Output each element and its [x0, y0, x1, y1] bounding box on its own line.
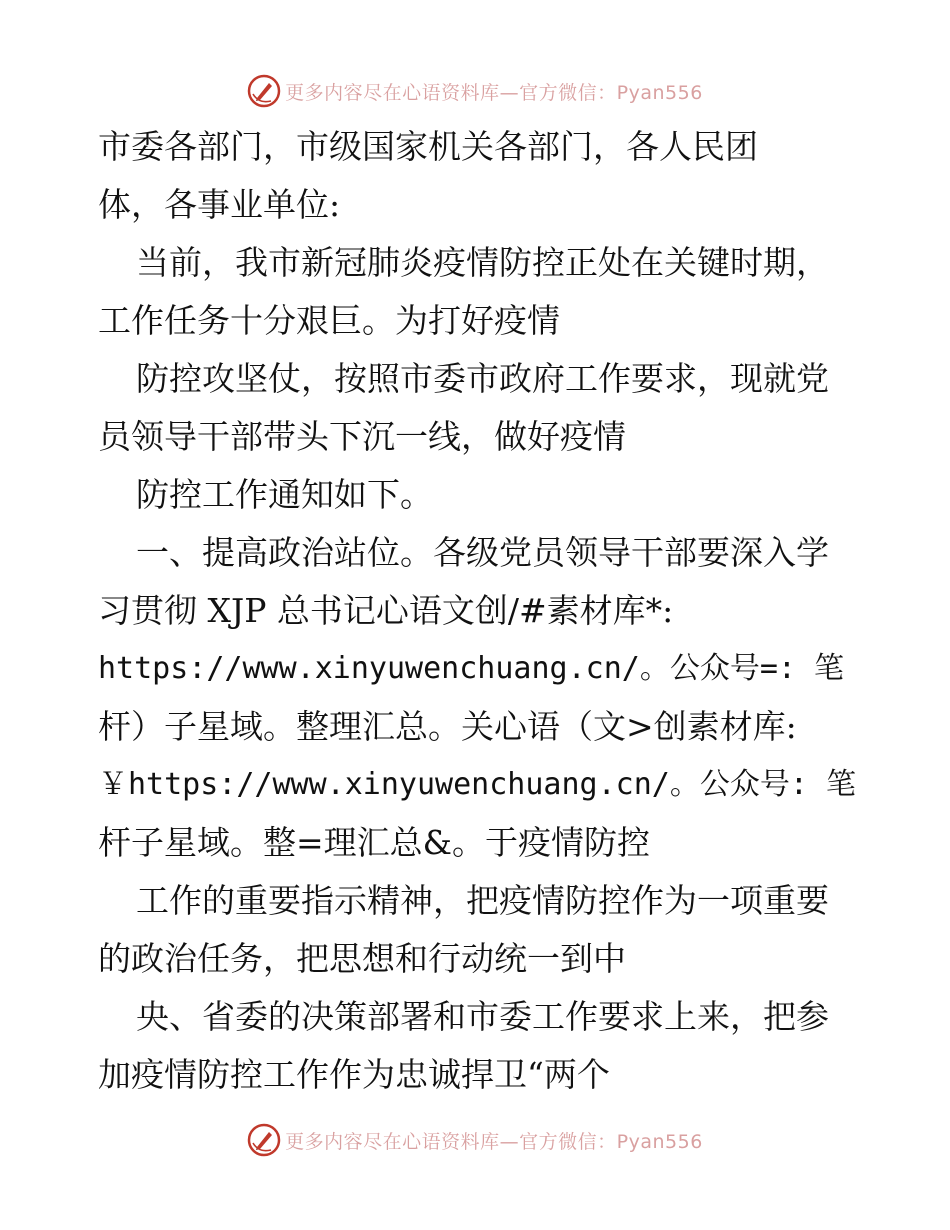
paragraph-line: 杆）子星域。整理汇总。关心语（文>创素材库: [98, 707, 797, 746]
paragraph-line: 央、省委的决策部署和市委工作要求上来，把参 [136, 997, 829, 1036]
paragraph-line: ￥https://www.xinyuwenchuang.cn/。公众号: 笔 [98, 767, 856, 802]
pen-seal-logo-icon [247, 1123, 281, 1157]
footer-watermark [0, 1120, 950, 1160]
paragraph-line: 体，各事业单位: [98, 185, 341, 224]
header-watermark [0, 71, 950, 111]
document-body [98, 118, 858, 1104]
paragraph-line: 加疫情防控工作作为忠诚捍卫“两个 [98, 1055, 610, 1094]
paragraph-line: 防控攻坚仗，按照市委市政府工作要求，现就党 [136, 359, 829, 398]
pen-seal-logo-icon [247, 74, 281, 108]
footer-watermark-text: 更多内容尽在心语资料库—官方微信：Pyan556 [285, 1130, 703, 1153]
paragraph-line: 工作的重要指示精神，把疫情防控作为一项重要 [136, 881, 829, 920]
paragraph-line: 防控工作通知如下。 [136, 475, 433, 514]
paragraph-line: 当前，我市新冠肺炎疫情防控正处在关键时期， [136, 243, 829, 282]
paragraph-line: 工作任务十分艰巨。为打好疫情 [98, 301, 560, 340]
paragraph-line: 的政治任务，把思想和行动统一到中 [98, 939, 626, 978]
paragraph-line: 习贯彻 XJP 总书记心语文创/#素材库*: [98, 591, 674, 630]
paragraph-line: 杆子星域。整=理汇总&。于疫情防控 [98, 823, 651, 862]
paragraph-line: 市委各部门，市级国家机关各部门，各人民团 [98, 127, 758, 166]
header-watermark-text: 更多内容尽在心语资料库—官方微信：Pyan556 [285, 81, 703, 104]
paragraph-line: 一、提高政治站位。各级党员领导干部要深入学 [136, 533, 829, 572]
paragraph-line: https://www.xinyuwenchuang.cn/。公众号=: 笔 [98, 651, 845, 686]
paragraph-line: 员领导干部带头下沉一线，做好疫情 [98, 417, 626, 456]
